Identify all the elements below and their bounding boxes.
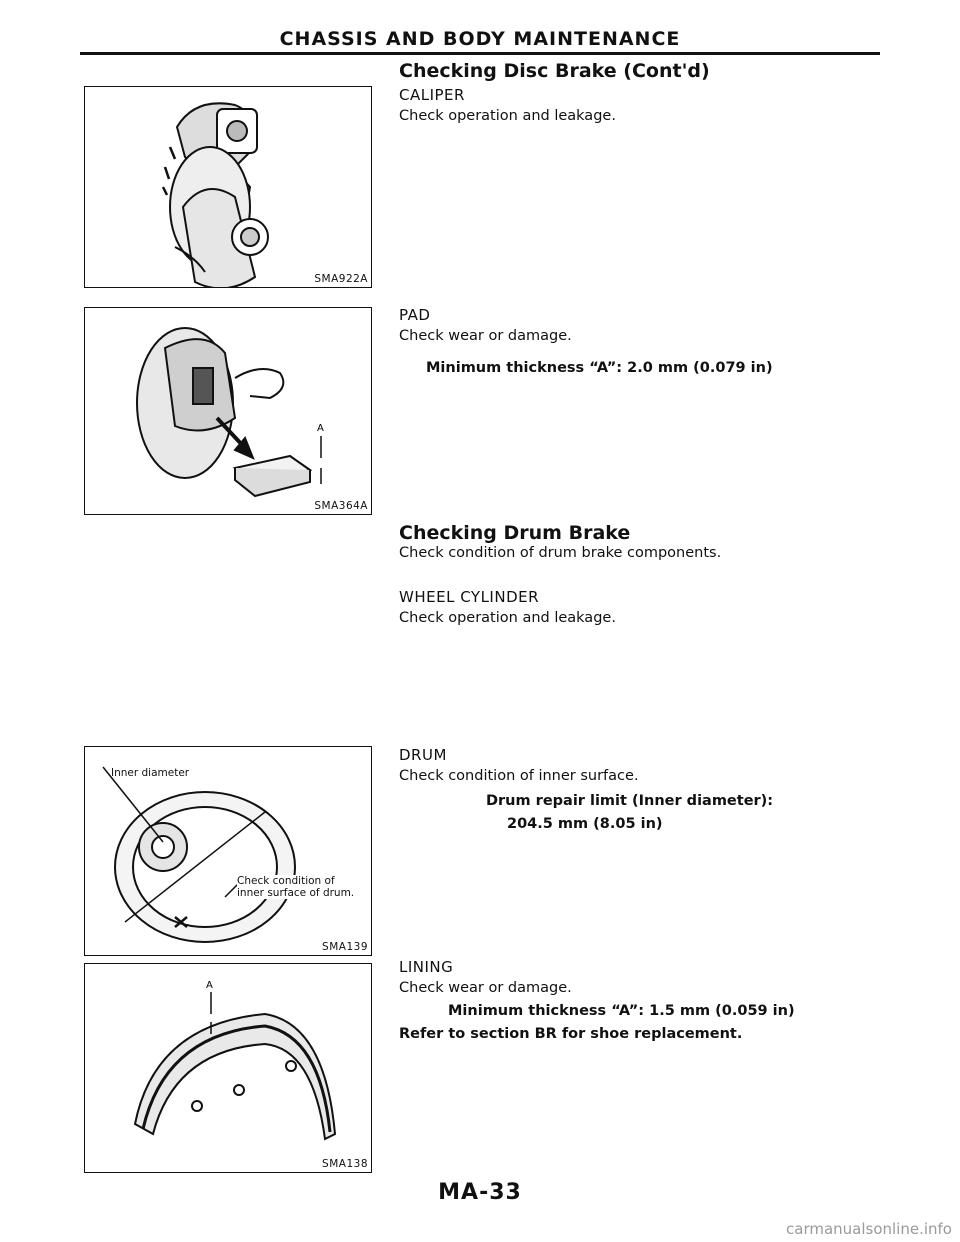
- pad-text: Check wear or damage.: [399, 328, 572, 344]
- drum-spec-label: Drum repair limit (Inner diameter):: [486, 793, 774, 809]
- caliper-illustration: [85, 87, 371, 287]
- wheel-cylinder-text: Check operation and leakage.: [399, 610, 616, 626]
- label-check-condition: [237, 875, 354, 899]
- figure-code: SMA138: [322, 1158, 368, 1170]
- header-rule: [80, 52, 880, 55]
- figure-code: SMA139: [322, 941, 368, 953]
- label-a: A: [317, 423, 324, 434]
- watermark: carmanualsonline.info: [786, 1220, 952, 1238]
- lining-illustration: [85, 964, 371, 1172]
- lining-spec: Minimum thickness “A”: 1.5 mm (0.059 in): [448, 1003, 795, 1019]
- page-header: CHASSIS AND BODY MAINTENANCE: [279, 28, 681, 50]
- label-check-line-2: inner surface of drum.: [237, 887, 355, 899]
- label-inner-diameter: Inner diameter: [111, 767, 190, 779]
- figure-lining: [84, 963, 372, 1173]
- figure-code: SMA364A: [314, 500, 368, 512]
- drum-heading: DRUM: [399, 746, 447, 764]
- figure-pad: [84, 307, 372, 515]
- label-check-line-1: Check condition of: [237, 875, 335, 887]
- figure-drum: [84, 746, 372, 956]
- drum-intro: Check condition of drum brake components.: [399, 545, 722, 561]
- figure-caliper: [84, 86, 372, 288]
- figure-code: SMA922A: [314, 273, 368, 285]
- caliper-heading: CALIPER: [399, 86, 465, 104]
- section-title-drum: Checking Drum Brake: [399, 522, 631, 544]
- pad-illustration: [85, 308, 371, 514]
- wheel-cylinder-heading: WHEEL CYLINDER: [399, 588, 540, 606]
- pad-heading: PAD: [399, 306, 431, 324]
- drum-spec-value: 204.5 mm (8.05 in): [507, 816, 663, 832]
- lining-text: Check wear or damage.: [399, 980, 572, 996]
- page-number: MA-33: [438, 1180, 522, 1205]
- section-title-disc: Checking Disc Brake (Cont'd): [399, 60, 710, 82]
- pad-spec: Minimum thickness “A”: 2.0 mm (0.079 in): [426, 360, 773, 376]
- label-a: A: [206, 980, 213, 991]
- lining-heading: LINING: [399, 958, 454, 976]
- lining-note: Refer to section BR for shoe replacement.: [399, 1026, 743, 1042]
- drum-text: Check condition of inner surface.: [399, 768, 639, 784]
- caliper-text: Check operation and leakage.: [399, 108, 616, 124]
